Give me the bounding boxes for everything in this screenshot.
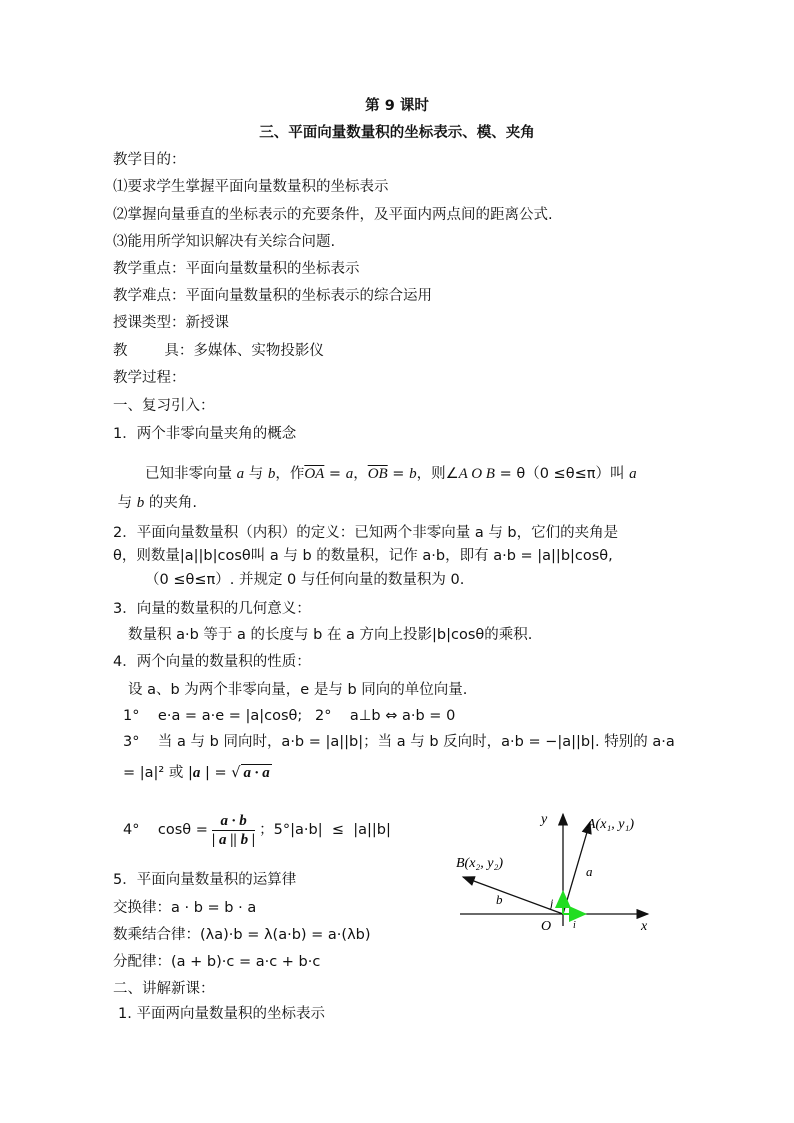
text-seg: 与 bbox=[113, 495, 137, 511]
goal-item-2: ⑵掌握向量垂直的坐标表示的充要条件，及平面内两点间的距离公式. bbox=[113, 207, 553, 223]
vector-b: b bbox=[267, 466, 276, 482]
cos-fraction bbox=[212, 812, 255, 849]
property-2: 2° a⊥b ⇔ a·b = 0 bbox=[315, 708, 456, 724]
vector-oa: $\overline{OA}$ bbox=[304, 466, 325, 482]
process-heading: 教学过程： bbox=[113, 370, 186, 386]
vector-b: b bbox=[136, 495, 145, 511]
goal-item-1: ⑴要求学生掌握平面向量数量积的坐标表示 bbox=[113, 179, 389, 195]
text-seg: = |a|² 或 | bbox=[123, 765, 193, 781]
item4-title: 4．两个向量的数量积的性质： bbox=[113, 654, 311, 670]
goal-item-3: ⑶能用所学知识解决有关综合问题. bbox=[113, 234, 336, 250]
sqrt-radicand: a · a bbox=[243, 765, 270, 781]
vector-a: a bbox=[345, 466, 354, 482]
j-label: j bbox=[550, 896, 554, 910]
sqrt-icon: √ bbox=[231, 765, 241, 781]
property-1: 1° e·a = a·e = |a|cosθ; bbox=[123, 708, 303, 724]
tools-label: 教 具： bbox=[113, 343, 194, 359]
text-seg: = bbox=[324, 466, 346, 482]
text-seg: ，作 bbox=[275, 466, 305, 482]
vector-a: a bbox=[236, 466, 245, 482]
difficulty: 教学难点：平面向量数量积的坐标表示的综合运用 bbox=[113, 288, 432, 304]
point-a-label: A(x₁, y₁) bbox=[587, 817, 635, 832]
item2-line3: （0 ≤θ≤π）. 并规定 0 与任何向量的数量积为 0. bbox=[145, 572, 465, 588]
cos-label: 4° cosθ = bbox=[123, 822, 208, 838]
point-b-label: B(x₂, y₂) bbox=[456, 856, 504, 871]
lesson-type: 授课类型：新授课 bbox=[113, 315, 229, 331]
angle-definition-line bbox=[145, 464, 637, 484]
vector-a: a bbox=[629, 466, 637, 482]
fraction-numerator: a · b bbox=[212, 812, 255, 831]
item2-line2: θ，则数量|a||b|cosθ叫 a 与 b 的数量积，记作 a·b，即有 a·b = |a||b|cosθ, bbox=[113, 548, 613, 564]
text-seg: | = bbox=[200, 765, 232, 781]
item3-body: 数量积 a·b 等于 a 的长度与 b 在 a 方向上投影|b|cosθ的乘积. bbox=[128, 627, 533, 643]
item2-line1: 2．平面向量数量积（内积）的定义：已知两个非零向量 a 与 b，它们的夹角是 bbox=[113, 525, 619, 541]
property-3: 3° 当 a 与 b 同向时，a·b = |a||b|；当 a 与 b 反向时，a·b = −|a||b|. 特别的 a·a bbox=[123, 734, 675, 750]
page-title: 三、平面向量数量积的坐标表示、模、夹角 bbox=[259, 125, 535, 141]
vector-a-label: a bbox=[586, 864, 593, 879]
commutative-law: 交换律：a · b = b · a bbox=[113, 900, 257, 916]
angle-points: A O B bbox=[458, 466, 495, 482]
vector-a: a bbox=[192, 765, 201, 781]
associative-law: 数乘结合律：(λa)·b = λ(a·b) = a·(λb) bbox=[113, 927, 371, 943]
item1-title: 1．两个非零向量夹角的概念 bbox=[113, 426, 297, 442]
vector-figure bbox=[440, 800, 670, 940]
x-axis-label: x bbox=[641, 919, 648, 934]
text-seg: = θ（0 ≤θ≤π）叫 bbox=[494, 466, 630, 482]
property-5: ；5°|a·b| ≤ |a||b| bbox=[259, 822, 391, 838]
y-axis-label: y bbox=[541, 812, 548, 827]
vector-b: b bbox=[409, 466, 417, 482]
item3-title: 3．向量的数量积的几何意义： bbox=[113, 601, 311, 617]
tools-line bbox=[113, 341, 324, 361]
lesson-number: 第 9 课时 bbox=[365, 98, 429, 114]
text-seg: 与 bbox=[244, 466, 268, 482]
vector-ob: $\overline{OB}$ bbox=[367, 466, 388, 482]
vector-b-arrow bbox=[463, 877, 563, 914]
property-3-cont bbox=[123, 763, 272, 783]
item5-title: 5．平面向量数量积的运算律 bbox=[113, 872, 297, 888]
section2-heading: 二、讲解新课： bbox=[113, 981, 215, 997]
vector-b-label: b bbox=[496, 892, 503, 907]
text-seg: ，则∠ bbox=[416, 466, 459, 482]
text-seg: 已知非零向量 bbox=[145, 466, 237, 482]
text-seg: 的夹角. bbox=[144, 495, 197, 511]
text-seg: ， bbox=[353, 466, 368, 482]
goals-heading: 教学目的： bbox=[113, 152, 186, 168]
key-point: 教学重点：平面向量数量积的坐标表示 bbox=[113, 261, 360, 277]
distributive-law: 分配律：(a + b)·c = a·c + b·c bbox=[113, 954, 321, 970]
fraction-denominator: | a || b | bbox=[211, 831, 256, 848]
section1-heading: 一、复习引入： bbox=[113, 398, 215, 414]
item4-intro: 设 a、b 为两个非零向量，e 是与 b 同向的单位向量. bbox=[128, 682, 468, 698]
property-4-5 bbox=[123, 810, 391, 850]
section2-item1: 1. 平面两向量数量积的坐标表示 bbox=[118, 1006, 325, 1022]
angle-definition-line-2 bbox=[113, 493, 197, 513]
text-seg: = bbox=[387, 466, 410, 482]
origin-label: O bbox=[541, 919, 552, 934]
i-label: i bbox=[573, 920, 576, 931]
tools-value: 多媒体、实物投影仪 bbox=[193, 343, 324, 359]
